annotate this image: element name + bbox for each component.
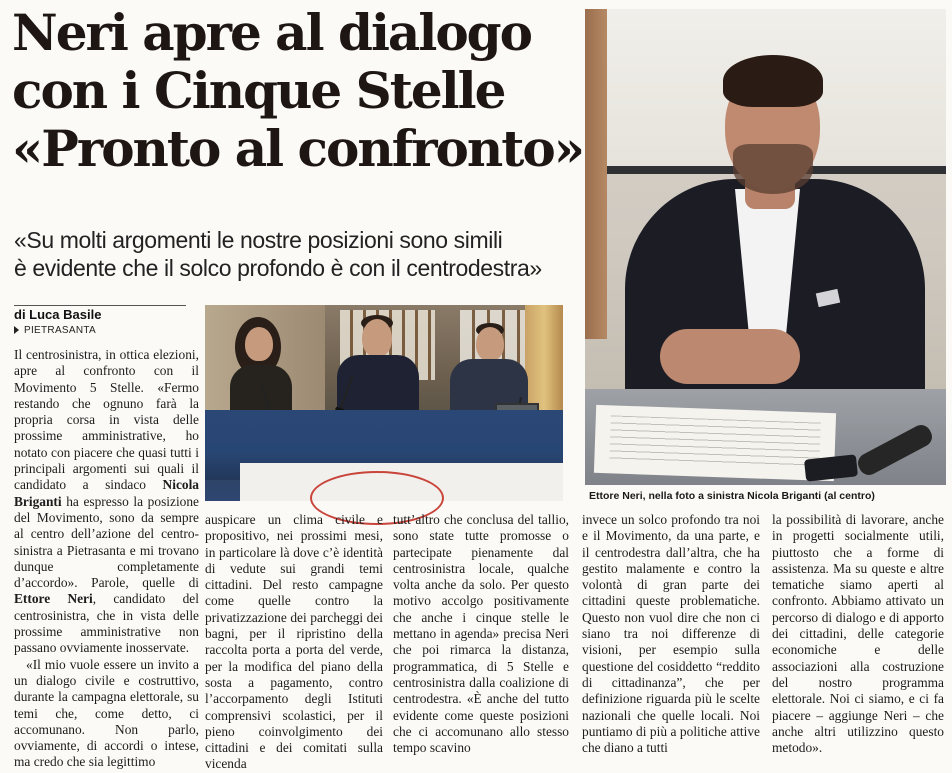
photo-caption: Ettore Neri, nella foto a sinistra Nicola Briganti (al centro) <box>589 490 875 502</box>
article-text: , candidato del centrosinistra, che in vista delle prossime amministrative non passano ovviamente inosservate. <box>14 591 199 656</box>
headline-line-1: Neri apre al dialogo <box>12 3 531 62</box>
byline-rule <box>14 305 186 306</box>
article-paragraph <box>14 347 199 657</box>
article-paragraph: auspicare un clima civile e propositivo, nei prossimi mesi, in particolare là dove c’è identità di vedute sui grandi temi cittadini. Del resto campagne come quelle contro la privatizzazione dei parcheggi dei bagni, per il ripristino della raccolta porta a porta del verde, per la modifica del piano della sosta a pagamento, contro l’accorpamento degli Istituti comprensivi scolastici, per il pieno coinvolgimento dei cittadini e dei comitati sulla vicenda <box>205 512 383 772</box>
article-column-2 <box>205 512 383 773</box>
subheadline-line-1: «Su molti argomenti le nostre posizioni sono simili <box>14 227 503 253</box>
article-paragraph: «Il mio vuole essere un invito a un dialogo civile e costruttivo, durante la campagna elettorale, su temi che, come detto, ci accomunano. Non parlo, ovviamente, di accordi o intese, ma credo che sia legittimo <box>14 656 199 770</box>
article-paragraph: la possibilità di lavorare, anche in progetti socialmente utili, piuttosto che a forme di assistenza. Ma su queste e altre tematiche siamo aperti al confronto. Abbiamo attivato un percorso di dialogo e di apporto dei cittadini, delle categorie economiche e delle associazioni alla costruzione del nostro programma elettorale. Noi ci siamo, e ci fa piacere – aggiunge Neri – che anche altri utilizzino questo metodo». <box>772 512 944 756</box>
headline <box>12 4 587 178</box>
byline-place: PIETRASANTA <box>14 325 96 336</box>
conference-photo <box>205 305 563 501</box>
subheadline <box>14 226 574 282</box>
person-name: Ettore Neri <box>14 591 93 607</box>
article-column-3 <box>393 512 569 756</box>
article-text: Il centrosinistra, in ottica elezioni, apre al confronto con il Movimento 5 Stelle. «Fermo restando che ognuno farà la propria corsa in vista delle prossime amministrative, ho notato con piacere che quasi tutti i principali argomenti sui quali il candidato a sindaco <box>14 347 199 493</box>
article-paragraph: tutt’altro che conclusa del tallio, sono state tutte promosse o partecipate pienamente dal centrosinistra locale, qualche volta anche da solo. Per questo motivo accolgo positivamente che anche i cinque stelle le mettano in agenda» precisa Neri che poi rimarca la distanza, programmatica, di 5 Stelle e centrosinistra dalla coalizione di centrodestra. «È anche del tutto evidente come queste posizioni che ci accomunano allo stesso tempo scavino <box>393 512 569 756</box>
byline-author: di Luca Basile <box>14 307 102 322</box>
headline-line-3: «Pronto al confronto» <box>12 119 583 178</box>
article-paragraph: invece un solco profondo tra noi e il Movimento, da una parte, e il centrodestra dall’altra, che ha gestito malamente e contro la volontà di gran parte dei cittadini queste problematiche. Questo non vuol dire che non ci siano tra noi differenze di visioni, per esempio sulla questione del cosiddetto “reddito di cittadinanza”, che per definizione riguarda più le scelte nazionali che quelle locali. Noi puntiamo di più a politiche attive che diano a tutti <box>582 512 760 756</box>
article-column-4 <box>582 512 760 756</box>
article-column-1 <box>14 347 199 771</box>
article-text: ha espresso la posizione del Movimento, sono da sempre al centro dell’azione del centro-sinistra a Pietrasanta e mi trovano dunque completamente d’accordo». Parole, quelle di <box>14 493 199 591</box>
person-name: Nicola Briganti <box>14 477 199 509</box>
headline-line-2: con i Cinque Stelle <box>12 61 505 120</box>
portrait-photo <box>585 9 946 485</box>
subheadline-line-2: è evidente che il solco profondo è con il centrodestra» <box>14 255 542 281</box>
article-column-5 <box>772 512 944 756</box>
